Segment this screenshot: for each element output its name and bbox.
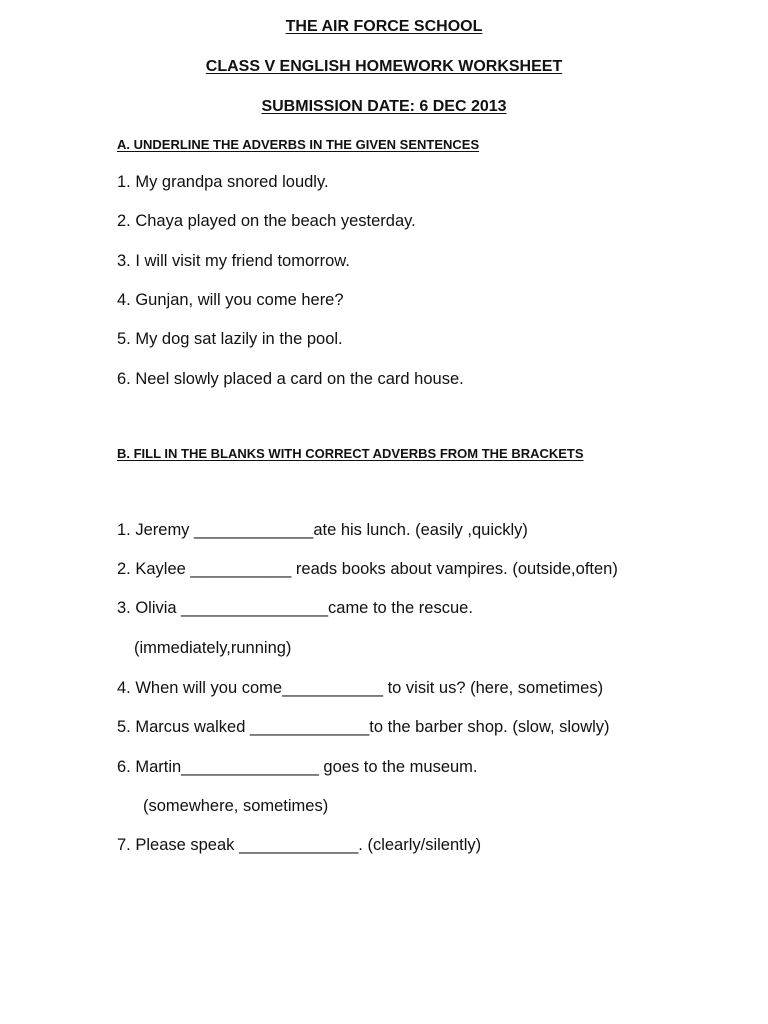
section-b-item-4: 4. When will you come___________ to visit us? (here, sometimes) <box>117 679 604 697</box>
section-b-item-7: 7. Please speak _____________. (clearly/silently) <box>117 836 482 854</box>
section-b-item-3: 3. Olivia ________________came to the rescue. <box>117 599 473 617</box>
section-b-item-3-options: (immediately,running) <box>134 639 292 657</box>
section-a-item-4: 4. Gunjan, will you come here? <box>117 291 344 309</box>
section-b-item-5: 5. Marcus walked _____________to the barber shop. (slow, slowly) <box>117 718 610 736</box>
section-a-item-3: 3. I will visit my friend tomorrow. <box>117 252 350 270</box>
section-a-heading: A. UNDERLINE THE ADVERBS IN THE GIVEN SENTENCES <box>117 137 480 152</box>
section-a-item-6: 6. Neel slowly placed a card on the card house. <box>117 370 464 388</box>
section-a-item-2: 2. Chaya played on the beach yesterday. <box>117 212 416 230</box>
submission-date: SUBMISSION DATE: 6 DEC 2013 <box>261 98 507 115</box>
worksheet-title: CLASS V ENGLISH HOMEWORK WORKSHEET <box>205 58 563 75</box>
section-b-item-1: 1. Jeremy _____________ate his lunch. (easily ,quickly) <box>117 521 528 539</box>
section-b-item-6: 6. Martin_______________ goes to the museum. <box>117 758 478 776</box>
section-a-item-1: 1. My grandpa snored loudly. <box>117 173 329 191</box>
section-b-heading: B. FILL IN THE BLANKS WITH CORRECT ADVERBS FROM THE BRACKETS <box>117 446 584 461</box>
section-b-item-2: 2. Kaylee ___________ reads books about vampires. (outside,often) <box>117 560 618 578</box>
section-a-item-5: 5. My dog sat lazily in the pool. <box>117 330 343 348</box>
school-title: THE AIR FORCE SCHOOL <box>285 18 483 35</box>
section-b-item-6-options: (somewhere, sometimes) <box>143 797 329 815</box>
